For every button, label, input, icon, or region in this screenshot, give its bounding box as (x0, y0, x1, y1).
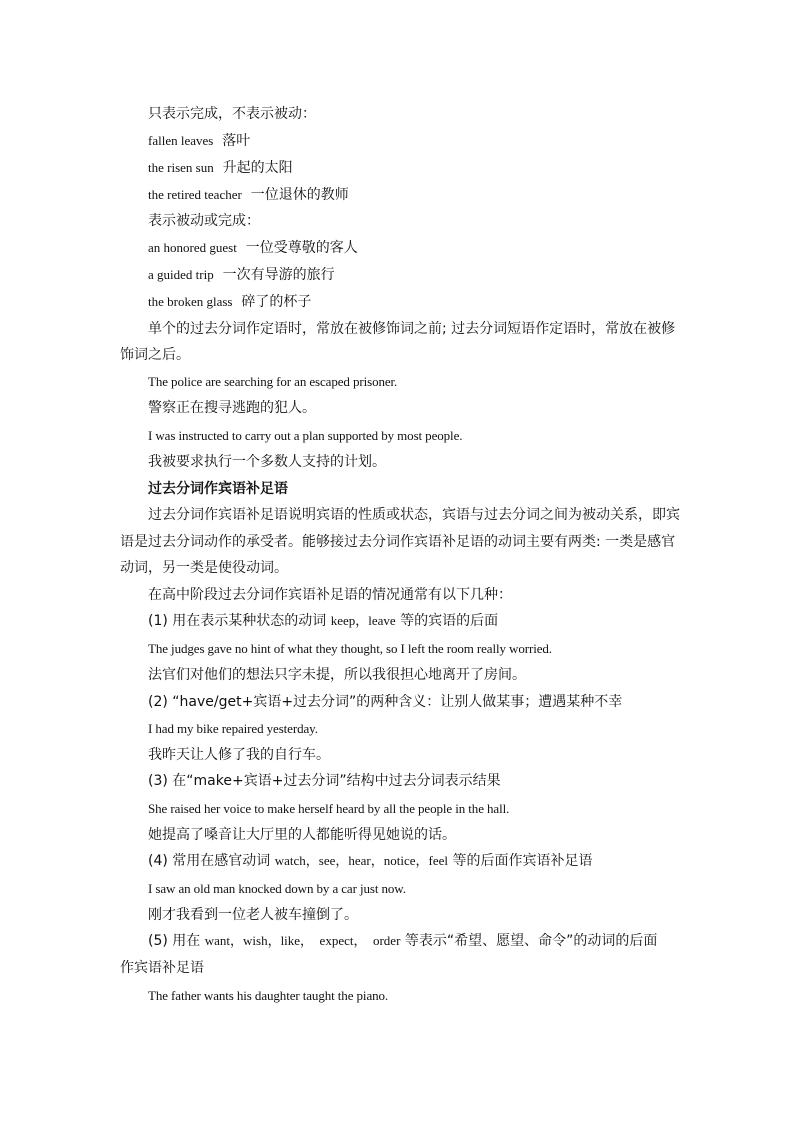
paragraph-line: 动词，另一类是使役动词。 (120, 560, 288, 576)
paragraph-line: 过去分词作宾语补足语说明宾语的性质或状态，宾语与过去分词之间为被动关系，即宾 (148, 507, 680, 523)
chinese-translation: 落叶 (222, 133, 251, 149)
chinese-translation: 一位退休的教师 (250, 187, 349, 203)
example-line (148, 131, 250, 151)
chinese-translation: 刚才我看到一位老人被车撞倒了。 (148, 907, 358, 923)
chinese-translation: 升起的太阳 (222, 160, 293, 176)
english-example: I saw an old man knocked down by a car just now. (148, 881, 406, 896)
rule-text: (1) 用在表示某种状态的动词 (148, 613, 331, 629)
rule-item (148, 611, 498, 631)
chinese-translation: 一次有导游的旅行 (222, 267, 335, 283)
rule-verbs: watch，see，hear，notice，feel (274, 853, 448, 868)
example-line (148, 292, 311, 312)
text-line: 表示被动或完成： (148, 213, 260, 229)
chinese-translation: 一位受尊敬的客人 (245, 240, 358, 256)
example-line (148, 265, 335, 285)
chinese-translation: 法官们对他们的想法只字未提，所以我很担心地离开了房间。 (148, 667, 526, 683)
chinese-translation: 我昨天让人修了我的自行车。 (148, 747, 330, 763)
english-phrase: the risen sun (148, 160, 214, 175)
english-example: She raised her voice to make herself heard by all the people in the hall. (148, 801, 510, 816)
rule-item (148, 851, 592, 871)
chinese-translation: 警察正在搜寻逃跑的犯人。 (148, 400, 316, 416)
rule-item-continuation: 作宾语补足语 (120, 960, 204, 976)
text-line: 只表示完成，不表示被动： (148, 106, 316, 122)
rule-text: 等的后面作宾语补足语 (448, 853, 593, 869)
paragraph-line: 在高中阶段过去分词作宾语补足语的情况通常有以下几种： (148, 587, 512, 603)
english-phrase: the broken glass (148, 294, 233, 309)
rule-item: (2) “have/get+宾语+过去分词”的两种含义：让别人做某事；遭遇某种不幸 (148, 694, 623, 710)
rule-text: (5) 用在 (148, 933, 205, 949)
english-example: The judges gave no hint of what they thought, so I left the room really worried. (148, 641, 552, 656)
chinese-translation: 碎了的杯子 (241, 294, 312, 310)
rule-item (148, 931, 657, 951)
rule-item: (3) 在“make+宾语+过去分词”结构中过去分词表示结果 (148, 773, 501, 789)
rule-verbs: want，wish，like， expect， order (204, 933, 401, 948)
english-example: The father wants his daughter taught the piano. (148, 988, 389, 1003)
example-line (148, 185, 349, 205)
example-line (148, 238, 358, 258)
english-phrase: fallen leaves (148, 133, 214, 148)
rule-verbs: keep，leave (330, 613, 396, 628)
paragraph-line: 语是过去分词动作的承受者。能够接过去分词作宾语补足语的动词主要有两类: 一类是感官 (120, 534, 676, 550)
example-line (148, 158, 293, 178)
chinese-translation: 她提高了嗓音让大厅里的人都能听得见她说的话。 (148, 827, 456, 843)
english-phrase: an honored guest (148, 240, 237, 255)
english-example: I had my bike repaired yesterday. (148, 721, 318, 736)
english-phrase: a guided trip (148, 267, 214, 282)
rule-text: (4) 常用在感官动词 (148, 853, 275, 869)
rule-text: 等的宾语的后面 (395, 613, 499, 629)
english-example: I was instructed to carry out a plan supported by most people. (148, 428, 463, 443)
english-phrase: the retired teacher (148, 187, 242, 202)
paragraph-line: 单个的过去分词作定语时，常放在被修饰词之前; 过去分词短语作定语时，常放在被修 (148, 321, 676, 337)
paragraph-line: 饰词之后。 (120, 347, 190, 363)
chinese-translation: 我被要求执行一个多数人支持的计划。 (148, 454, 386, 470)
rule-text: 等表示“希望、愿望、命令”的动词的后面 (400, 933, 658, 949)
english-example: The police are searching for an escaped prisoner. (148, 374, 398, 389)
section-heading: 过去分词作宾语补足语 (148, 481, 288, 497)
